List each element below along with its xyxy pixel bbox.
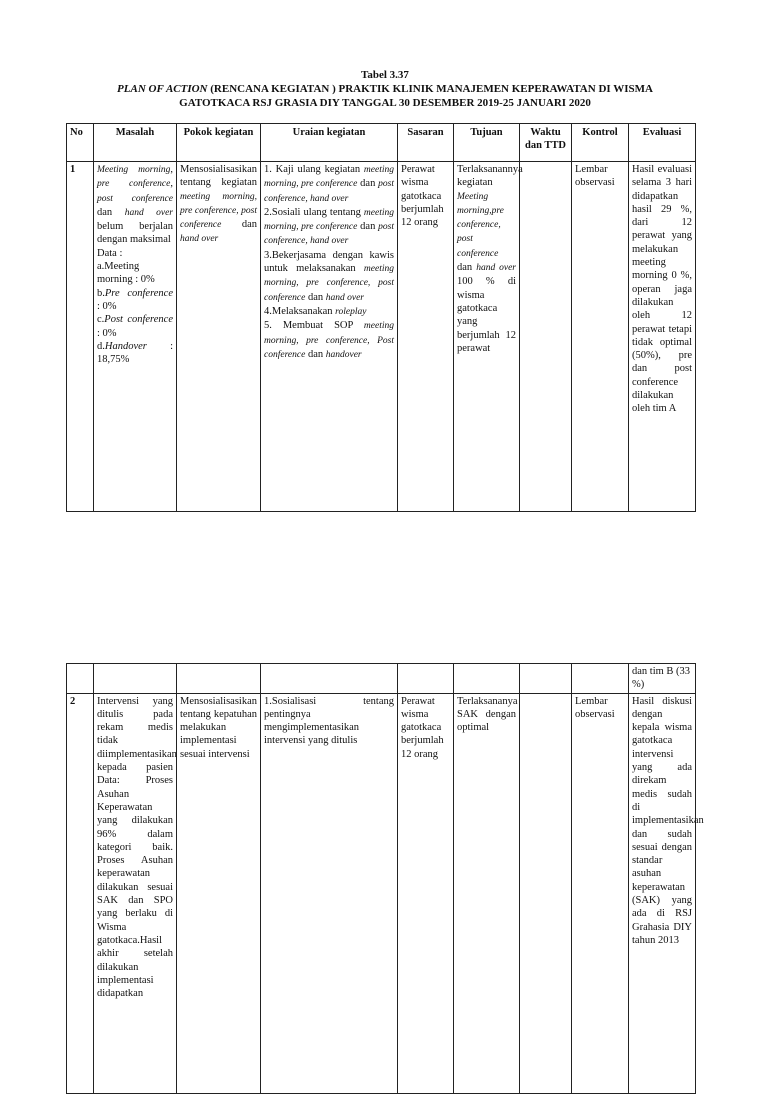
row1-uraian [261, 162, 398, 512]
table-row [67, 693, 696, 1093]
col-header-no: No [67, 124, 94, 162]
row1-tujuan: Terlaksanannya kegiatan Meeting morning,pre conference, post conference dan hand over 100 % di wisma gatotkaca yang berjumlah 12 perawat [454, 162, 520, 512]
row2-no: 2 [67, 693, 94, 1093]
uraian-item-3: 3.Bekerjasama dengan kawis untuk melaksanakan meeting morning, pre conference, post conference dan hand over [264, 249, 394, 303]
row2-uraian: 1.Sosialisasi tentang pentingnya mengimplementasikan intervensi yang ditulis [261, 693, 398, 1093]
col-header-tujuan: Tujuan [454, 124, 520, 162]
cont-evaluasi: dan tim B (33 %) [629, 664, 696, 694]
uraian-item-2: 2.Sosiali ulang tentang meeting morning, pre conference dan post conference, hand over [264, 206, 394, 247]
row1-waktu [520, 162, 572, 512]
row1-kontrol: Lembar observasi [572, 162, 629, 512]
table-caption: Tabel 3.37 [361, 69, 409, 81]
table-row [67, 664, 696, 694]
col-header-pokok: Pokok kegiatan [177, 124, 261, 162]
row1-no: 1 [67, 162, 94, 512]
row2-waktu [520, 693, 572, 1093]
col-header-sasaran: Sasaran [398, 124, 454, 162]
plan-of-action-table-continued [66, 663, 704, 1094]
cont-cell-kontrol [572, 664, 629, 694]
row2-pokok: Mensosialisasikan tentang kepatuhan melakukan implementasi sesuai intervensi [177, 693, 261, 1093]
col-header-kontrol: Kontrol [572, 124, 629, 162]
title-italic-part: PLAN OF ACTION [117, 83, 208, 95]
row2-tujuan: Terlaksananya SAK dengan optimal [454, 693, 520, 1093]
uraian-item-5: 5. Membuat SOP meeting morning, pre conference, Post conference dan handover [264, 320, 394, 360]
cont-cell-sasaran [398, 664, 454, 694]
row2-masalah: Intervensi yang ditulis pada rekam medis tidak diimplementasikan kepada pasien Data: Proses Asuhan Keperawatan yang dilakukan 96% dalam kategori baik. Proses Asuhan keperawatan dilakukan sesuai SAK dan SPO yang berlaku di Wisma gatotkaca.Hasil akhir setelah dilakukan implementasi didapatkan [94, 693, 177, 1093]
uraian-item-1: 1. Kaji ulang kegiatan meeting morning, pre conference dan post conference, hand over [264, 164, 394, 204]
row1-pokok: Mensosialisasikan tentang kegiatan meeting morning, pre conference, post conference dan hand over [177, 162, 261, 512]
cont-cell-tujuan [454, 664, 520, 694]
table-title-line2: GATOTKACA RSJ GRASIA DIY TANGGAL 30 DESEMBER 2019-25 JANUARI 2020 [179, 97, 591, 109]
col-header-uraian: Uraian kegiatan [261, 124, 398, 162]
table-header-row [67, 124, 696, 162]
col-header-waktu: Waktu dan TTD [520, 124, 572, 162]
col-header-evaluasi: Evaluasi [629, 124, 696, 162]
row2-kontrol: Lembar observasi [572, 693, 629, 1093]
row2-evaluasi: Hasil diskusi dengan kepala wisma gatotkaca intervensi yang ada direkam medis sudah di implementasikan dan sudah sesuai dengan standar asuhan keperawatan (SAK) yang ada di RSJ Grahasia DIY tahun 2013 [629, 693, 696, 1093]
cont-cell-no [67, 664, 94, 694]
cont-cell-uraian [261, 664, 398, 694]
title-rest-part: (RENCANA KEGIATAN ) PRAKTIK KLINIK MANAJEMEN KEPERAWATAN DI WISMA [207, 83, 653, 95]
cont-cell-pokok [177, 664, 261, 694]
row1-sasaran: Perawat wisma gatotkaca berjumlah 12 orang [398, 162, 454, 512]
col-header-masalah: Masalah [94, 124, 177, 162]
row1-masalah: Meeting morning, pre conference, post conference dan hand over belum berjalan dengan maksimal Data : a.Meeting morning : 0% b.Pre conference : 0% c.Post conference : 0% d.Handover : 18,75% [94, 162, 177, 512]
cont-cell-masalah [94, 664, 177, 694]
uraian-item-4: 4.Melaksanakan roleplay [264, 305, 367, 317]
table-row [67, 162, 696, 512]
row1-evaluasi: Hasil evaluasi selama 3 hari didapatkan hasil 29 %, dari 12 perawat yang melakukan meeting morning 0 %, operan jaga dilakukan oleh 12 perawat tetapi tidak optimal (50%), pre dan post conference dilakukan oleh tim A [629, 162, 696, 512]
plan-of-action-table [66, 123, 696, 512]
cont-cell-waktu [520, 664, 572, 694]
row2-sasaran: Perawat wisma gatotkaca berjumlah 12 orang [398, 693, 454, 1093]
table-title-line1 [60, 82, 710, 96]
